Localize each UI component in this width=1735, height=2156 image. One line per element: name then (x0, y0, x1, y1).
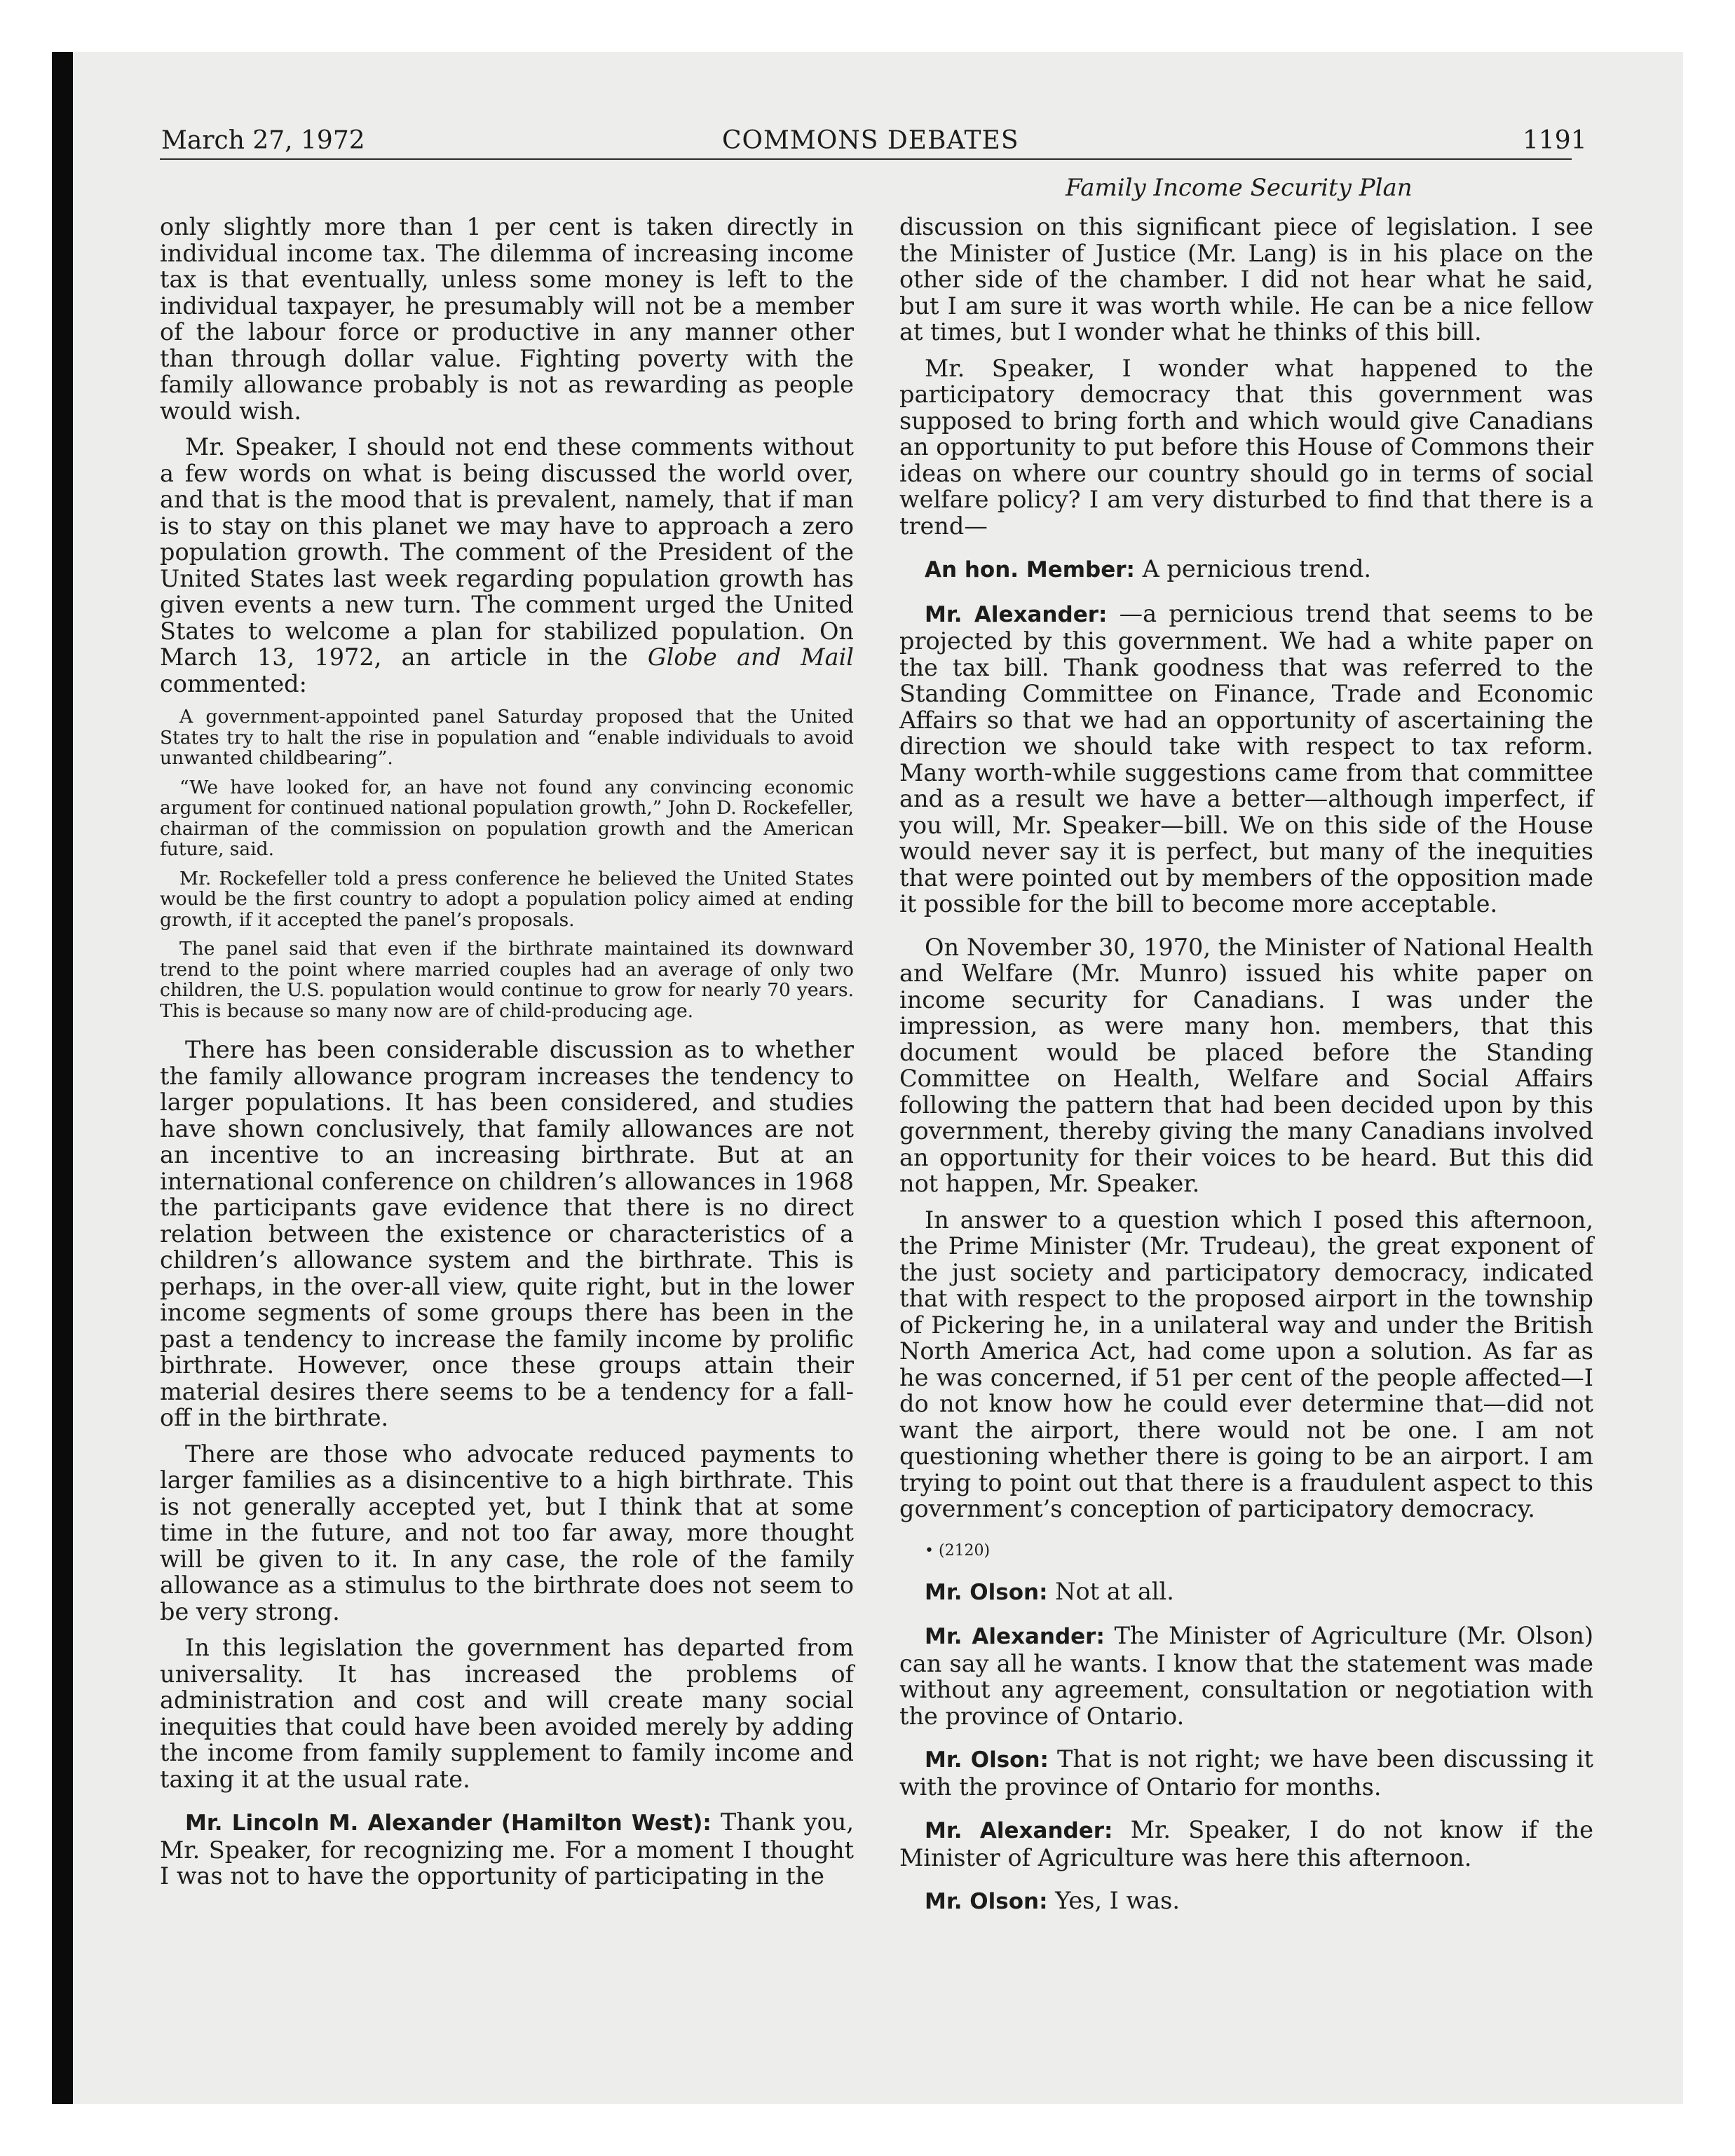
speech-text: —a pernicious trend that seems to be projected by this government. We had a white paper on the tax bill. Thank goodness that was referred to the Standing Committee on Finance, Trade and Economic Affairs so that we had an opportunity of ascertaining the direction we should take with respect to tax reform. Many worth-while suggestions came from that committee and as a result we have a better—although imperfect, if you will, Mr. Speaker—bill. We on this side of the House would never say it is perfect, but many of the inequities that were pointed out by members of the opposition made it possible for the bill to become more acceptable. (899, 599, 1594, 917)
speech (160, 1809, 854, 1890)
speaker-name: Mr. Alexander: (925, 1818, 1113, 1843)
paragraph: On November 30, 1970, the Minister of National Health and Welfare (Mr. Munro) issued his white paper on income security for Canadians. I was under the impression, as were many hon. members, that this document would be placed before the Standing Committee on Health, Welfare and Social Affairs following the pattern that had been decided upon by this government, thereby giving the many Canadians involved an opportunity for their voices to be heard. But this did not happen, Mr. Speaker. (899, 933, 1593, 1197)
speaker-name: Mr. Alexander: (925, 1624, 1105, 1649)
paragraph: discussion on this significant piece of legislation. I see the Minister of Justice (Mr. Lang) is in his place on the other side of the chamber. I did not hear what he said, but I am sure it was worth while. He can be a nice fellow at times, but I wonder what he thinks of this bill. (899, 213, 1593, 346)
paragraph (160, 434, 854, 697)
speech (899, 1578, 1593, 1606)
bullet-icon: • (925, 1541, 934, 1560)
quotation: A government-appointed panel Saturday proposed that the United States try to halt the rise in population and “enable individuals to avoid unwanted childbearing”. (160, 706, 854, 769)
left-column (160, 214, 854, 1906)
speech (899, 556, 1593, 584)
header-page-number: 1191 (1523, 126, 1587, 155)
newspaper-title: Globe and Mail (647, 643, 855, 671)
speech (899, 1888, 1593, 1916)
speech-text: A pernicious trend. (1142, 555, 1372, 582)
paragraph: There has been considerable discussion as to whether the family allowance program increases the tendency to larger populations. It has been considered, and studies have shown conclusively, that family allowances are not an incentive to an increasing birthrate. But at an international conference on children’s allowances in 1968 the participants gave evidence that there is no direct relation between the existence or characteristics of a children’s allowance system and the birthrate. This is perhaps, in the over-all view, quite right, but in the lower income segments of some groups there has been in the past a tendency to increase the family income by prolific birthrate. However, once these groups attain their material desires there seems to be a tendency for a fall-off in the birthrate. (160, 1036, 854, 1431)
paragraph: only slightly more than 1 per cent is taken directly in individual income tax. The dilemma of increasing income tax is that eventually, unless some money is left to the individual taxpayer, he presumably will not be a member of the labour force or productive in any manner other than through dollar value. Fighting poverty with the family allowance probably is not as rewarding as people would wish. (160, 213, 854, 425)
speech-text: That is not right; we have been discussing it with the province of Ontario for months. (899, 1745, 1593, 1801)
speaker-name: Mr. Olson: (925, 1889, 1048, 1914)
time-marker-text: (2120) (938, 1541, 991, 1560)
speech-text: Thank you, Mr. Speaker, for recognizing me. For a moment I thought I was not to have the opportunity of participating in the (160, 1808, 855, 1890)
speech-text: Yes, I was. (1055, 1887, 1181, 1914)
paragraph-text: Mr. Speaker, I should not end these comments without a few words on what is being discussed the world over, and that is the mood that is prevalent, namely, that if man is to stay on this planet we may have to approach a zero population growth. The comment of the President of the United States last week regarding population growth has given events a new turn. The comment urged the United States to welcome a plan for stabilized population. On March 13, 1972, an article in the (160, 433, 854, 671)
paragraph: There are those who advocate reduced payments to larger families as a disincentive to a high birthrate. This is not generally accepted yet, but I think that at some time in the future, and not too far away, more thought will be given to it. In any case, the role of the family allowance as a stimulus to the birthrate does not seem to be very strong. (160, 1440, 854, 1625)
speaker-name: Mr. Lincoln M. Alexander (Hamilton West): (185, 1810, 712, 1836)
header-journal-title: COMMONS DEBATES (722, 126, 1019, 155)
speech-text: Not at all. (1055, 1577, 1174, 1605)
speech (899, 1817, 1593, 1871)
speaker-name: Mr. Olson: (925, 1579, 1048, 1605)
paragraph: Mr. Speaker, I wonder what happened to the participatory democracy that this government was supposed to bring forth and which would give Canadians an opportunity to put before this House of Commons their ideas on where our country should go in terms of social welfare policy? I am very disturbed to find that there is a trend— (899, 354, 1593, 540)
time-marker (925, 1541, 1593, 1562)
speech (899, 1623, 1593, 1729)
paragraph-text: commented: (160, 669, 307, 697)
topic-heading: Family Income Security Plan (1066, 174, 1413, 202)
quotation: The panel said that even if the birthrate maintained its downward trend to the point where married couples had an average of only two children, the U.S. population would continue to grow for nearly 70 years. This is because so many now are of child-producing age. (160, 938, 854, 1022)
quotation: “We have looked for, an have not found any convincing economic argument for continued national population growth,” John D. Rockefeller, chairman of the commission on population growth and the American future, said. (160, 776, 854, 860)
header-rule (160, 158, 1572, 160)
header-date: March 27, 1972 (161, 126, 365, 155)
speaker-name: Mr. Olson: (925, 1747, 1049, 1773)
speaker-name: An hon. Member: (925, 557, 1135, 582)
speech (899, 601, 1593, 917)
paragraph: In this legislation the government has departed from universality. It has increased the problems of administration and cost and will create many social inequities that could have been avoided merely by adding the income from family supplement to family income and taxing it at the usual rate. (160, 1634, 854, 1793)
speech-text: The Minister of Agriculture (Mr. Olson) can say all he wants. I know that the statement was made without any agreement, consultation or negotiation with the province of Ontario. (899, 1622, 1594, 1730)
speech-text: Mr. Speaker, I do not know if the Minister of Agriculture was here this afternoon. (899, 1816, 1594, 1871)
scan-border (52, 52, 73, 2104)
right-column (899, 214, 1593, 1932)
quotation: Mr. Rockefeller told a press conference he believed the United States would be the first country to adopt a population policy aimed at ending growth, if it accepted the panel’s proposals. (160, 867, 854, 931)
paragraph: In answer to a question which I posed this afternoon, the Prime Minister (Mr. Trudeau), the great exponent of the just society and participatory democracy, indicated that with respect to the proposed airport in the township of Pickering he, in a unilateral way and under the British North America Act, had come upon a solution. As far as he was concerned, if 51 per cent of the people affected—I do not know how he could ever determine that—did not want the airport, there would not be one. I am not questioning whether there is going to be an airport. I am trying to point out that there is a fraudulent aspect to this government’s conception of participatory democracy. (899, 1206, 1593, 1522)
speech (899, 1746, 1593, 1800)
speaker-name: Mr. Alexander: (925, 601, 1108, 627)
